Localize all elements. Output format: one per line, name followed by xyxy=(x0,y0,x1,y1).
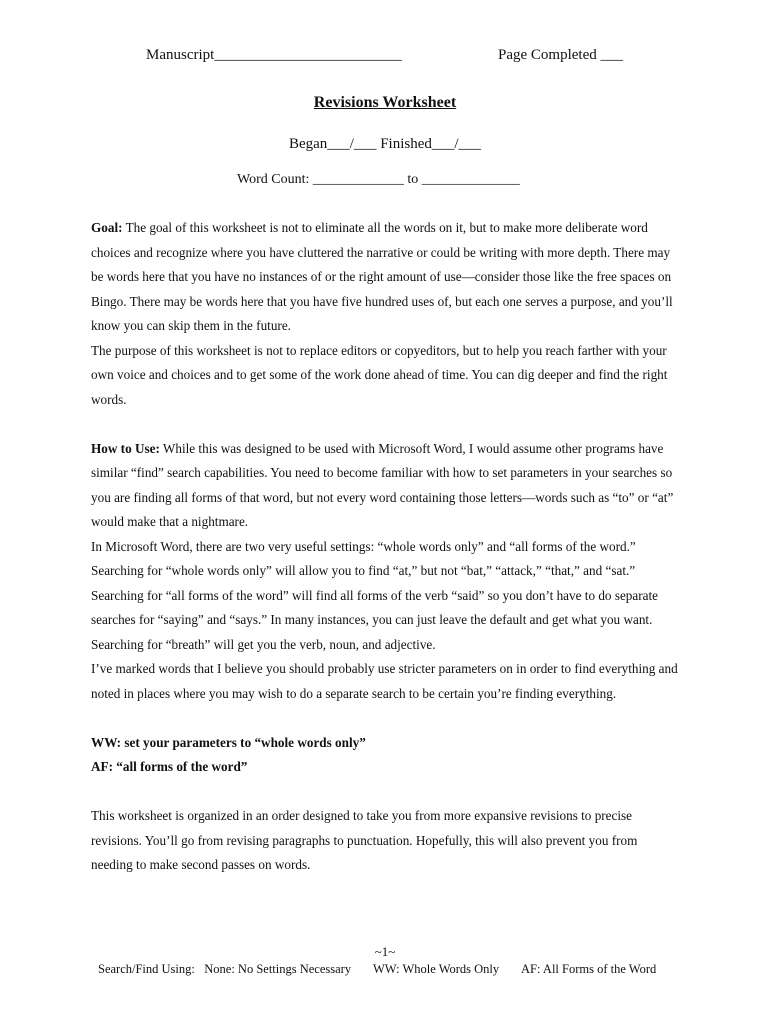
af-line xyxy=(91,755,681,780)
goal-paragraph xyxy=(91,216,681,339)
marked-paragraph: I’ve marked words that I believe you should probably use stricter parameters on in order to find everything and noted in places where you may wish to do a separate search to be certain you’re finding everything. xyxy=(91,661,678,701)
page-title: Revisions Worksheet xyxy=(313,94,457,111)
ms-word-paragraph: In Microsoft Word, there are two very useful settings: “whole words only” and “all forms of the word.” Searching for “whole words only” will allow you to find “at,” but not “bat,” “attack,” “that,” and “sat.” Searching for “all forms of the word” will find all forms of the verb “said” so you don’t have to do separate searches for “saying” and “says.” In many instances, you can just leave the default and get what you want. Searching for “breath” will get you the verb, noun, and adjective. xyxy=(91,538,659,652)
af-line-text: AF: “all forms of the word” xyxy=(91,759,248,774)
date-fields: Began___/___ Finished___/___ xyxy=(288,136,482,152)
ww-line-text: WW: set your parameters to “whole words only” xyxy=(91,734,366,750)
organized-paragraph: This worksheet is organized in an order designed to take you from more expansive revisions to precise revisions. You’ll go from revising paragraphs to punctuation. Hopefully, this will also prevent you from needing to make second passes on words. xyxy=(91,808,638,872)
footer-af: AF: All Forms of the Word xyxy=(521,962,657,976)
footer-search-using: Search/Find Using: xyxy=(98,962,195,976)
footer-legend xyxy=(98,962,656,977)
footer-none: None: No Settings Necessary xyxy=(204,962,352,976)
manuscript-field: Manuscript_________________________ xyxy=(146,47,402,63)
purpose-paragraph: The purpose of this worksheet is not to replace editors or copyeditors, but to help you reach farther with your own voice and choices and to get some of the work done ahead of time. You can dig deeper and find the right words. xyxy=(91,342,668,407)
how-to-use-label: How to Use: xyxy=(91,440,160,456)
page-number: ~1~ xyxy=(374,944,396,959)
ww-line xyxy=(91,731,681,756)
spacer xyxy=(91,706,681,731)
word-count-field: Word Count: _____________ to ______________ xyxy=(237,172,520,187)
document-body xyxy=(91,216,681,878)
page-completed-field: Page Completed ___ xyxy=(498,47,623,63)
spacer xyxy=(91,780,681,805)
footer-ww: WW: Whole Words Only xyxy=(372,962,500,976)
goal-text: The goal of this worksheet is not to eliminate all the words on it, but to make more deliberate word choices and recognize where you have cluttered the narrative or could be writing with more depth. There may be words here that you have no instances of or the right amount of use—consider those like the free spaces on Bingo. There may be words here that you have five hundred uses of, but each one serves a purpose, and you’ll know you can skip them in the future. xyxy=(91,220,673,333)
how-to-use-paragraph xyxy=(91,437,681,535)
spacer xyxy=(91,412,681,437)
how-to-use-text: While this was designed to be used with Microsoft Word, I would assume other programs have similar “find” search capabilities. You need to become familiar with how to set parameters in your searches so you are finding all forms of that word, but not every word containing those letters—words such as “to” or “at” would make that a nightmare. xyxy=(91,440,674,529)
goal-label: Goal: xyxy=(91,220,123,235)
